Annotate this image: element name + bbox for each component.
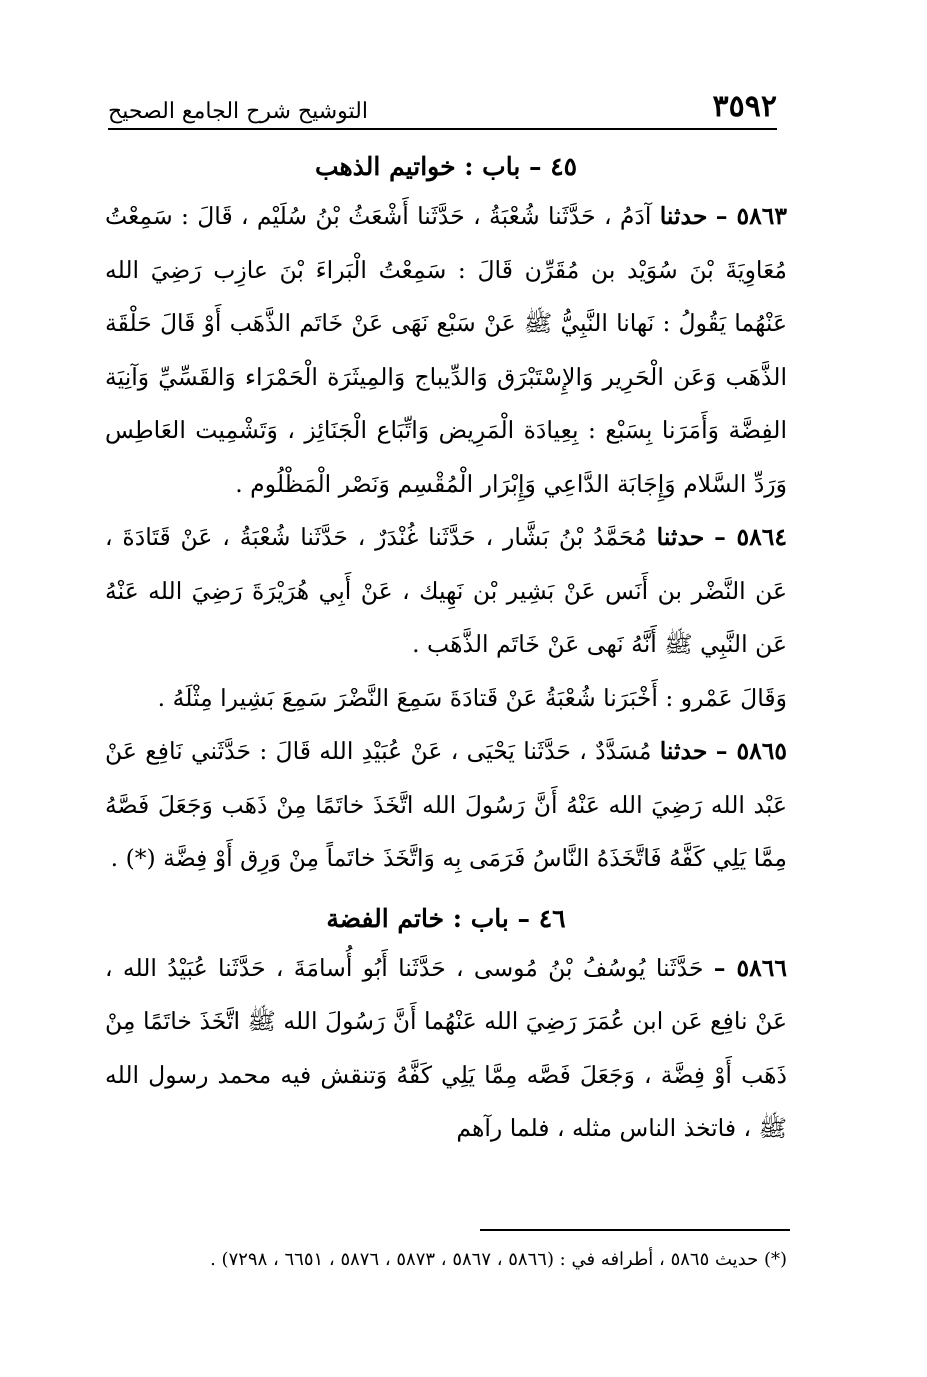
hadith-lead: حدثنا [656,523,705,551]
section-heading-46: ٤٦ – باب : خاتم الفضة [326,903,566,933]
footnote: (*) حديث ٥٨٦٥ ، أطرافه في : (٥٨٦٦ ، ٥٨٦٧ ، ٥٨٧٣ ، ٥٨٧٦ ، ٦٦٥١ ، ٧٢٩٨) . [210,1249,787,1270]
hadith-5863 [105,190,787,511]
hadith-text: حَدَّثَنا يُوسُفُ بْنُ مُوسى ، حَدَّثَنا أَبُو أُسامَةَ ، حَدَّثَنا عُبَيْدُ الله ، عَنْ نافِع عَن ابن عُمَرَ رَضِيَ الله عَنْهُما أَنَّ رَسُولَ الله ﷺ اتَّخَذَ خاتَمًا مِنْ ذَهَب أَوْ فِضَّة ، وَجَعَلَ فَصَّه مِمَّا يَلِي كَفَّهُ وَتنقش فيه محمد رسول الله ﷺ ، فاتخذ الناس مثله ، فلما رآهم [105,953,787,1142]
hadith-number: ٥٨٦٦ – [713,953,787,982]
hadith-number: ٥٨٦٣ – [715,202,787,230]
hadith-number: ٥٨٦٤ – [714,523,787,551]
hadith-5865 [105,725,787,886]
page-content [105,144,787,1156]
footnote-divider [480,1229,790,1231]
hadith-lead: حدثنا [659,202,708,230]
page-number: ٣٥٩٢ [712,89,777,124]
hadith-text: مُسَدَّدٌ ، حَدَّثَنا يَحْيَى ، عَنْ عُبَيْدِ الله قَالَ : حَدَّثَني نَافِع عَنْ عَبْد الله رَضِيَ الله عَنْهُ أَنَّ رَسُولَ الله اتَّخَذَ خاتَمًا مِنْ ذَهَب وَجَعَلَ فَصَّهُ مِمَّا يَلِي كَفَّهُ فَاتَّخَذَهُ النَّاسُ فَرَمَى بِه وَاتَّخَذَ خاتَماً مِنْ وَرِق أَوْ فِضَّة (*) . [105,737,787,872]
hadith-number: ٥٨٦٥ – [715,737,787,765]
hadith-5864 [105,511,787,672]
hadith-text: آدَمُ ، حَدَّثَنا شُعْبَةُ ، حَدَّثَنا أَشْعَثُ بْنُ سُلَيْم ، قَالَ : سَمِعْتُ مُعَاوِيَةَ بْنَ سُوَيْد بن مُقَرِّن قَالَ : سَمِعْتُ الْبَراءَ بْنَ عازِب رَضِيَ الله عَنْهُما يَقُولُ : نَهانا النَّبِيُّ ﷺ عَنْ سَبْع نَهَى عَنْ خَاتَم الذَّهَب أَوْ قَالَ حَلْقَة الذَّهَب وَعَن الْحَرِير وَالإِسْتَبْرَق وَالدِّيباج وَالمِيثَرَة الْحَمْرَاء وَالقَسِّيِّ وَآنِيَة الفِضَّة وَأَمَرَنا بِسَبْع : بِعِيادَة الْمَرِيض وَاتِّبَاع الْجَنَائِز ، وَتَشْمِيت العَاطِس وَرَدِّ السَّلام وَإِجَابَة الدَّاعِي وَإِبْرَار الْمُقْسِم وَنَصْر الْمَظْلُوم . [105,202,787,498]
section-heading-45: ٤٥ – باب : خواتيم الذهب [314,152,578,181]
book-title: التوشيح شرح الجامع الصحيح [108,99,368,124]
hadith-lead: حدثنا [659,737,708,765]
hadith-5864-note: وَقَالَ عَمْرو : أَخْبَرَنا شُعْبَةُ عَنْ قَتادَةَ سَمِعَ النَّضْرَ سَمِعَ بَشِيرا مِثْلَهُ . [157,683,787,712]
hadith-5866 [105,942,787,1156]
page-header [108,80,777,130]
hadith-text: مُحَمَّدُ بْنُ بَشَّار ، حَدَّثَنا غُنْدَرٌ ، حَدَّثَنا شُعْبَةُ ، عَنْ قَتَادَةَ ، عَن النَّضْر بن أَنَس عَنْ بَشِير بْن نَهِيك ، عَنْ أَبِي هُرَيْرَةَ رَضِيَ الله عَنْهُ عَن النَّبِي ﷺ أَنَّهُ نَهى عَنْ خَاتَم الذَّهَب . [105,523,787,658]
